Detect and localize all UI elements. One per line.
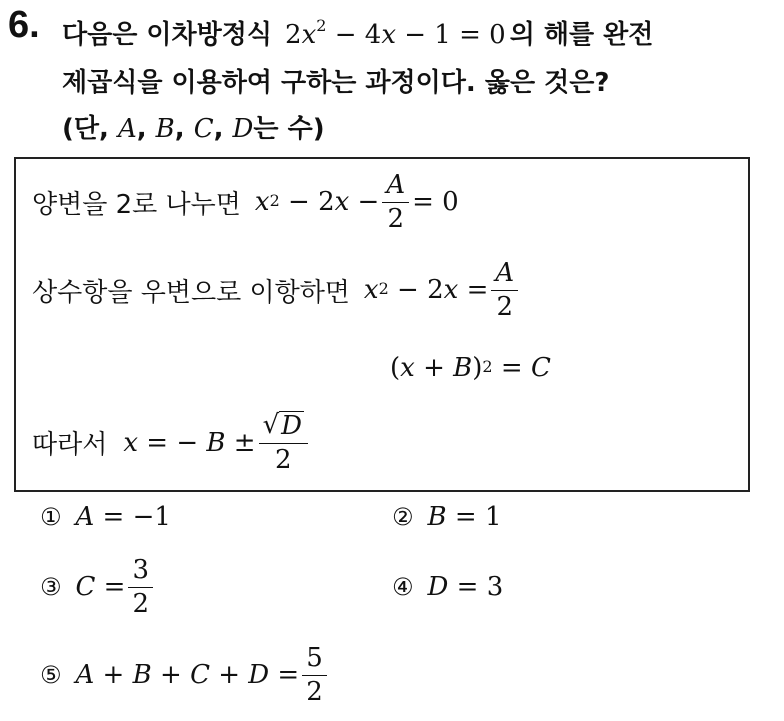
option-1-text: A = −1	[75, 502, 171, 532]
fraction-a-over-2: $\frac{A}{2}$	[382, 171, 409, 233]
question-number: 6.	[8, 4, 40, 46]
question-line-1-text: 다음은 이차방정식	[62, 20, 272, 50]
question-line-3: (단, A, B, C, D는 수)	[62, 114, 325, 144]
option-marker: ②	[392, 503, 414, 531]
option-5[interactable]	[40, 644, 330, 706]
step-4-label: 따라서	[32, 430, 108, 461]
step-2	[32, 259, 521, 321]
step-2-label: 상수항을 우변으로 이항하면	[32, 277, 350, 308]
option-2-text: B = 1	[427, 502, 502, 532]
solution-box	[14, 157, 750, 492]
option-4-text: D = 3	[427, 572, 504, 602]
option-1[interactable]	[40, 502, 171, 532]
option-marker: ④	[392, 573, 414, 601]
step-4-equation: x = − B ± √ D 2	[123, 411, 311, 474]
step-1-equation: x $^2$ − 2 x − $\frac{A}{2}$ = 0	[254, 170, 459, 234]
step-4	[32, 411, 311, 474]
question-equation: $2x^2 - 4x - 1 = 0$	[285, 16, 506, 50]
question-line-2: 제곱식을 이용하여 구하는 과정이다. 옳은 것은?	[62, 68, 610, 98]
option-3-text: C = $\frac{3}{2}$	[76, 556, 157, 618]
option-marker: ⑤	[40, 661, 62, 690]
question-line-1-suffix: 의 해를 완전	[509, 20, 654, 50]
option-2[interactable]	[392, 502, 501, 532]
option-4[interactable]	[392, 572, 503, 602]
option-marker: ①	[40, 503, 62, 531]
option-marker: ③	[40, 573, 62, 602]
step-2-equation: x $^2$ − 2 x = $\frac{A}{2}$	[364, 259, 521, 321]
fraction-sqrt-d-over-2: √ D 2	[259, 411, 308, 474]
step-1	[32, 171, 459, 233]
step-3	[390, 353, 551, 383]
step-1-label: 양변을 2로 나누면	[32, 189, 241, 220]
option-3[interactable]	[40, 556, 156, 618]
question-line-1	[62, 14, 653, 51]
option-5-text: A + B + C + D = $\frac{5}{2}$	[76, 644, 330, 706]
step-3-equation: ( x + B ) $^2$ = C	[390, 353, 551, 383]
fraction-a-over-2: $\frac{A}{2}$	[491, 259, 518, 321]
